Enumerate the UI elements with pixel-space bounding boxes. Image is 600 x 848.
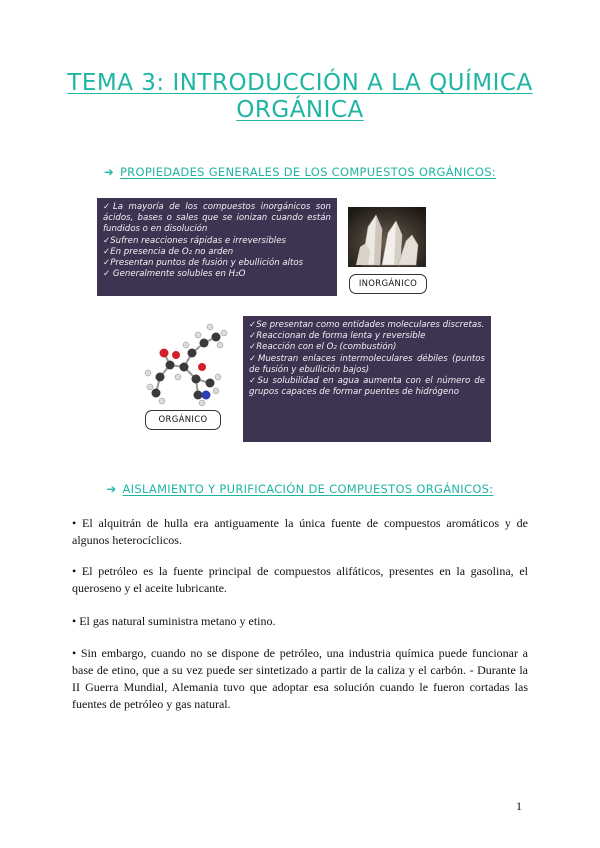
bullet-paragraph: • El alquitrán de hulla era antiguamente la única fuente de compuestos aromáticos y de algunos heterocíclicos. (72, 516, 528, 547)
organic-property: ✓Reacción con el O₂ (combustión) (249, 342, 397, 353)
inorganic-tag: INORGÁNICO (349, 274, 427, 294)
organic-molecule-image (140, 315, 232, 411)
inorganic-property: ✓La mayoría de los compuestos inorgánicos son ácidos, bases o sales que se ionizan cuando están fundidos o en disolución (103, 202, 331, 235)
organic-tag: ORGÁNICO (145, 410, 221, 430)
inorganic-property: ✓Presentan puntos de fusión y ebullición altos (103, 258, 304, 269)
section-heading-isolation (0, 482, 600, 496)
arrow-right-icon: ➔ (106, 482, 117, 496)
section-heading-label: AISLAMIENTO Y PURIFICACIÓN DE COMPUESTOS ORGÁNICOS: (122, 482, 494, 496)
inorganic-property: ✓ Generalmente solubles en H₂O (103, 269, 246, 280)
section-heading-label: PROPIEDADES GENERALES DE LOS COMPUESTOS ORGÁNICOS: (119, 165, 496, 179)
inorganic-property: ✓Sufren reacciones rápidas e irreversibles (103, 235, 286, 246)
organic-property: ✓Reaccionan de forma lenta y reversible (249, 331, 426, 342)
organic-property: ✓Se presentan como entidades moleculares discretas. (249, 320, 485, 330)
bullet-paragraph: • Sin embargo, cuando no se dispone de petróleo, una industria química puede funcionar a base de etino, que a su vez puede ser sintetizado a partir de la caliza y el carbón. - Durante la II Guerra Mundial, Alemania tuvo que adoptar esa solución cuando le fueron cortadas las fuentes de petróleo y gas natural. (72, 646, 528, 711)
arrow-right-icon: ➔ (104, 165, 114, 179)
organic-property: ✓Muestran enlaces intermoleculares débiles (puntos de fusión y ebullición bajos) (249, 353, 485, 375)
bullet-paragraph: • El petróleo es la fuente principal de compuestos alifáticos, presentes en la gasolina, el queroseno y el aceite lubricante. (72, 564, 528, 595)
bullet-paragraph: • El gas natural suministra metano y etino. (72, 614, 276, 628)
section-heading-properties (0, 165, 600, 179)
page-number: 1 (516, 799, 522, 813)
page-title: TEMA 3: INTRODUCCIÓN A LA QUÍMICA ORGÁNICA (67, 70, 533, 123)
organic-property: ✓Su solubilidad en agua aumenta con el número de grupos capaces de formar puentes de hidrógeno (249, 376, 485, 398)
inorganic-property: ✓En presencia de O₂ no arden (103, 246, 234, 257)
inorganic-properties-box (97, 198, 337, 296)
organic-properties-box (243, 316, 491, 442)
quartz-crystal-image (348, 207, 426, 267)
